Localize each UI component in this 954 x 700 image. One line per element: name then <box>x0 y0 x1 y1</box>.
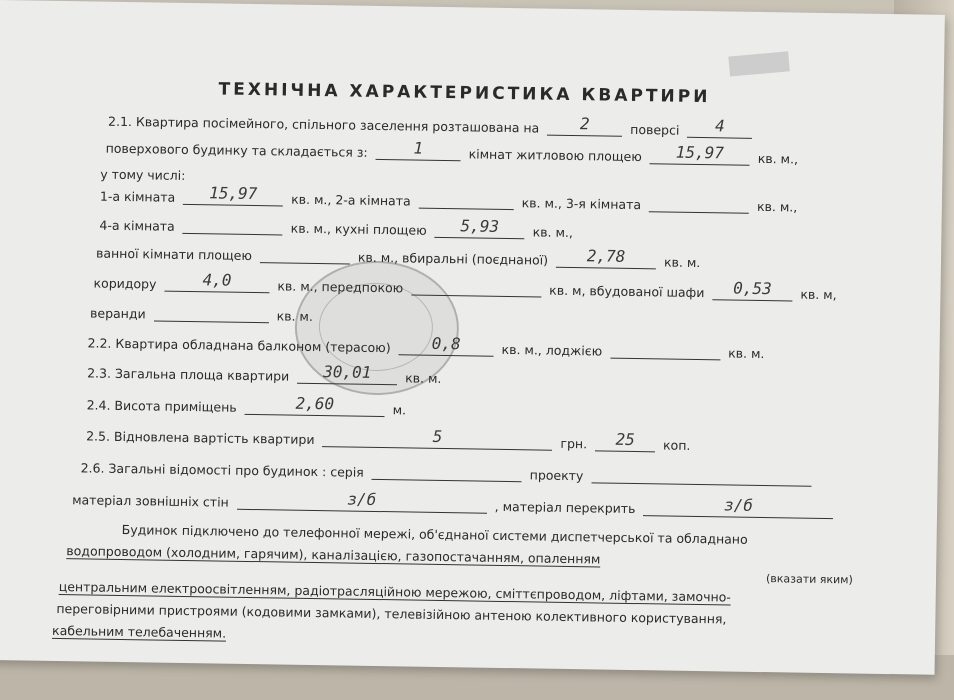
text: грн. <box>560 435 588 452</box>
text: 2.1. Квартира посімейного, спільного заселення розташована на <box>107 113 540 136</box>
section-2-6-walls <box>72 488 937 521</box>
text: 2.2. Квартира обладнана балконом (терасою) <box>87 335 391 356</box>
toilet-area-value: 2,78 <box>556 249 656 270</box>
document-title: ТЕХНІЧНА ХАРАКТЕРИСТИКА КВАРТИРИ <box>218 79 711 108</box>
closet-area-value: 0,53 <box>712 281 792 301</box>
text: 1-а кімната <box>99 188 176 205</box>
floors-total-value: 4 <box>687 119 752 139</box>
room3-area-blank <box>649 193 749 214</box>
text: кв. м, вбудованої шафи <box>549 282 705 301</box>
room1-area-value: 15,97 <box>183 186 283 207</box>
text: 2.4. Висота приміщень <box>86 397 237 415</box>
text: кв. м., лоджією <box>501 341 603 359</box>
text: коридору <box>93 275 157 292</box>
text: ванної кімнати площею <box>95 245 253 263</box>
text: кв. м., 3-я кімната <box>521 195 642 213</box>
bath-area-blank <box>260 244 350 264</box>
corner-stamp-mark <box>728 51 790 76</box>
text: 2.3. Загальна площа квартири <box>87 365 290 384</box>
kitchen-area-value: 5,93 <box>435 219 525 239</box>
floor-value: 2 <box>547 117 622 137</box>
text: 4-а кімната <box>99 217 175 234</box>
text: кв. м, <box>800 286 837 303</box>
text: кв. м. <box>663 254 701 271</box>
text: кв. м., вбиральні (поєднаної) <box>357 249 549 268</box>
corridor-area-value: 4,0 <box>164 273 269 294</box>
project-blank <box>591 464 811 486</box>
loggia-area-blank <box>610 340 720 361</box>
text: коп. <box>662 437 691 453</box>
text: , матеріал перекрить <box>494 498 636 517</box>
balcony-area-value: 0,8 <box>399 336 494 356</box>
section-2-1-line-2 <box>106 137 943 169</box>
rooms-count-value: 1 <box>376 141 461 161</box>
text: центральним електроосвітленням, радіотрасляційною мережою, сміттєпроводом, ліфтами, замочно- <box>58 578 731 605</box>
text: у тому числі: <box>100 166 186 183</box>
total-area-value: 30,01 <box>297 365 397 386</box>
text: 2.6. Загальні відомості про будинок : серія <box>80 460 364 480</box>
text: веранди <box>89 305 146 322</box>
room2-area-blank <box>419 190 514 210</box>
text: кв. м. <box>405 370 442 386</box>
para-line-1: Будинок підключено до телефонної мережі, об'єднаної системи диспетчерської та обладнано <box>121 521 748 547</box>
section-2-5 <box>86 424 938 456</box>
hall-area-blank <box>411 276 541 297</box>
section-2-4 <box>87 393 939 425</box>
text: матеріал зовнішніх стін <box>72 492 229 510</box>
text: кв. м., <box>532 224 574 241</box>
series-blank <box>372 461 522 482</box>
section-2-3 <box>87 361 939 393</box>
walls-material-value: з/б <box>237 491 487 514</box>
section-2-1-line-1 <box>108 110 943 142</box>
para-line-4: переговірними пристроями (кодовими замками), телевізійною антеною колективного користування, <box>56 600 727 627</box>
room4-area-blank <box>183 215 283 236</box>
section-2-2 <box>88 331 940 363</box>
section-2-1-veranda-line <box>90 301 940 333</box>
veranda-area-blank <box>154 302 269 323</box>
height-value: 2,60 <box>245 396 385 417</box>
text: поверхового будинку та складається з: <box>105 140 368 160</box>
text: кімнат житловою площею <box>468 146 642 165</box>
ceiling-material-value: з/б <box>643 497 833 519</box>
value-uah: 5 <box>322 428 552 451</box>
text: кв. м., кухні площею <box>290 220 427 238</box>
text: кв. м., 2-а кімната <box>291 191 411 209</box>
text: кв. м., <box>756 198 798 215</box>
text: проекту <box>529 467 584 484</box>
text: м. <box>392 402 407 418</box>
text: кв. м., <box>757 150 799 167</box>
text: кв. м., передпокою <box>277 278 404 296</box>
section-2-1-corridor-line <box>93 272 940 304</box>
section-2-1-room4-line <box>99 214 941 246</box>
value-kop: 25 <box>595 432 655 452</box>
section-2-1-bath-line <box>96 242 941 274</box>
section-2-6 <box>81 456 938 488</box>
text: водопроводом (холодним, гарячим), каналізацією, газопостачанням, опаленням <box>66 543 601 567</box>
text: кв. м. <box>276 308 314 324</box>
text: кабельним телебаченням. <box>51 622 227 641</box>
para-hint: (вказати яким) <box>765 572 853 587</box>
text: 2.5. Відновлена вартість квартири <box>86 428 315 447</box>
text: поверсі <box>630 121 680 138</box>
living-area-value: 15,97 <box>650 145 750 166</box>
text: кв. м. <box>728 345 765 362</box>
